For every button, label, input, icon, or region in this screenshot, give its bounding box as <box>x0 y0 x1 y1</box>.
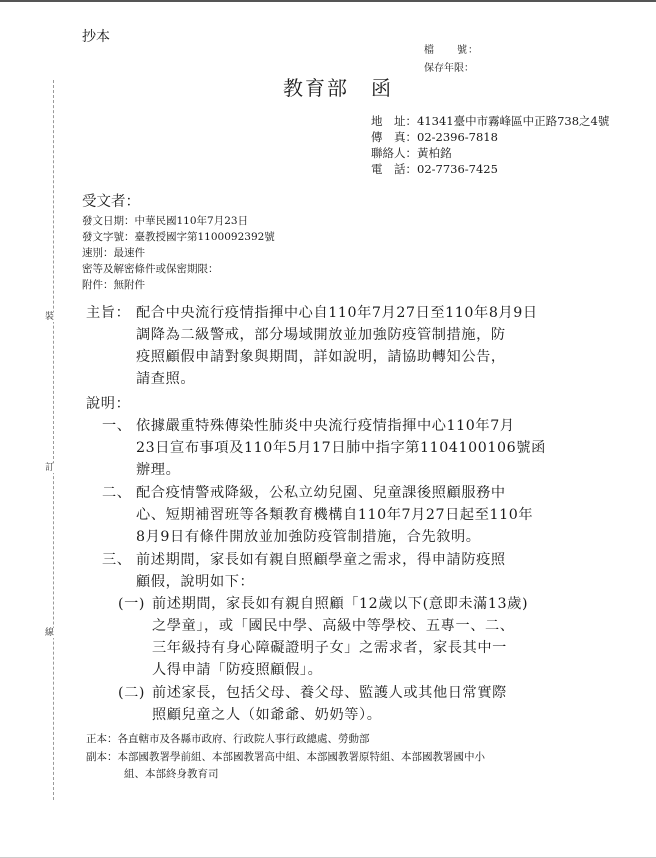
secrecy-level: 密等及解密條件或保密期限： <box>82 263 219 275</box>
subject-line: 調降為二級警戒，部分場域開放並加強防疫管制措施，防 <box>136 327 506 343</box>
item-line: 顧假，說明如下： <box>136 574 255 590</box>
subitem-line: 人得申請「防疫照顧假」。 <box>152 662 323 678</box>
document-title: 教育部 函 <box>283 76 393 100</box>
binding-mark-xian: 線 <box>45 628 55 638</box>
subitem-marker: (二) <box>118 685 146 701</box>
contact-address: 地 址：41341臺中市霧峰區中正路738之4號 <box>371 114 610 128</box>
copy-recipients-continued: 組、本部終身教育司 <box>124 768 219 780</box>
item-marker: 一、 <box>102 418 132 434</box>
subitem-line: 前述期間，家長如有親自照顧「12歲以下(意即未滿13歲) <box>152 596 529 612</box>
binding-mark-zhuang: 裝 <box>45 312 55 322</box>
subitem-line: 之學童」，或「國民中學、高級中等學校、五專一、二、 <box>152 618 515 634</box>
contact-fax: 傳 真：02-2396-7818 <box>371 130 498 144</box>
item-line: 前述期間，家長如有親自照顧學童之需求，得申請防疫照 <box>136 552 506 568</box>
subitem-line: 三年級持有身心障礙證明子女」之需求者，家長其中一 <box>152 640 507 656</box>
item-marker: 三、 <box>102 552 132 568</box>
copy-recipients: 副本：本部國教署學前組、本部國教署高中組、本部國教署原特組、本部國教署國中小 <box>86 751 485 763</box>
item-line: 8月9日有條件開放並加強防疫管制措施，合先敘明。 <box>136 529 481 545</box>
retention-label: 保存年限： <box>424 63 474 74</box>
item-line: 配合疫情警戒降級，公私立幼兒園、兒童課後照顧服務中 <box>136 485 506 501</box>
item-line: 23日宣布事項及110年5月17日肺中指字第1104100106號函 <box>136 440 546 456</box>
contact-phone: 電 話：02-7736-7425 <box>371 162 498 176</box>
top-border <box>0 0 656 2</box>
subject-line: 配合中央流行疫情指揮中心自110年7月27日至110年8月9日 <box>136 305 538 321</box>
subject-line: 疫照顧假申請對象與期間，詳如說明，請協助轉知公告， <box>136 349 506 365</box>
subitem-line: 前述家長，包括父母、養父母、監護人或其他日常實際 <box>152 685 507 701</box>
attachment: 附件：無附件 <box>82 279 145 291</box>
subitem-line: 照顧兒童之人（如爺爺、奶奶等）。 <box>152 707 382 723</box>
explanation-label: 說明： <box>86 396 131 412</box>
binding-mark-ding: 訂 <box>45 463 55 473</box>
subitem-marker: (一) <box>118 596 146 612</box>
item-line: 心、短期補習班等各類教育機構自110年7月27日起至110年 <box>136 507 534 523</box>
document-number: 發文字號：臺教授國字第1100092392號 <box>82 231 275 243</box>
original-recipients: 正本：各直轄市及各縣市政府、行政院人事行政總處、勞動部 <box>86 733 370 745</box>
priority: 速別：最速件 <box>82 247 145 259</box>
copy-mark: 抄本 <box>82 29 110 45</box>
file-number-label: 檔 號： <box>424 45 479 56</box>
item-line: 辦理。 <box>136 462 181 478</box>
item-marker: 二、 <box>102 485 132 501</box>
contact-person: 聯絡人：黃柏銘 <box>371 146 452 160</box>
item-line: 依據嚴重特殊傳染性肺炎中央流行疫情指揮中心110年7月 <box>136 418 515 434</box>
issue-date: 發文日期：中華民國110年7月23日 <box>82 215 249 227</box>
binding-line <box>53 80 54 800</box>
subject-label: 主旨： <box>86 305 131 321</box>
subject-line: 請查照。 <box>136 371 196 387</box>
recipient-label: 受文者： <box>82 194 140 210</box>
